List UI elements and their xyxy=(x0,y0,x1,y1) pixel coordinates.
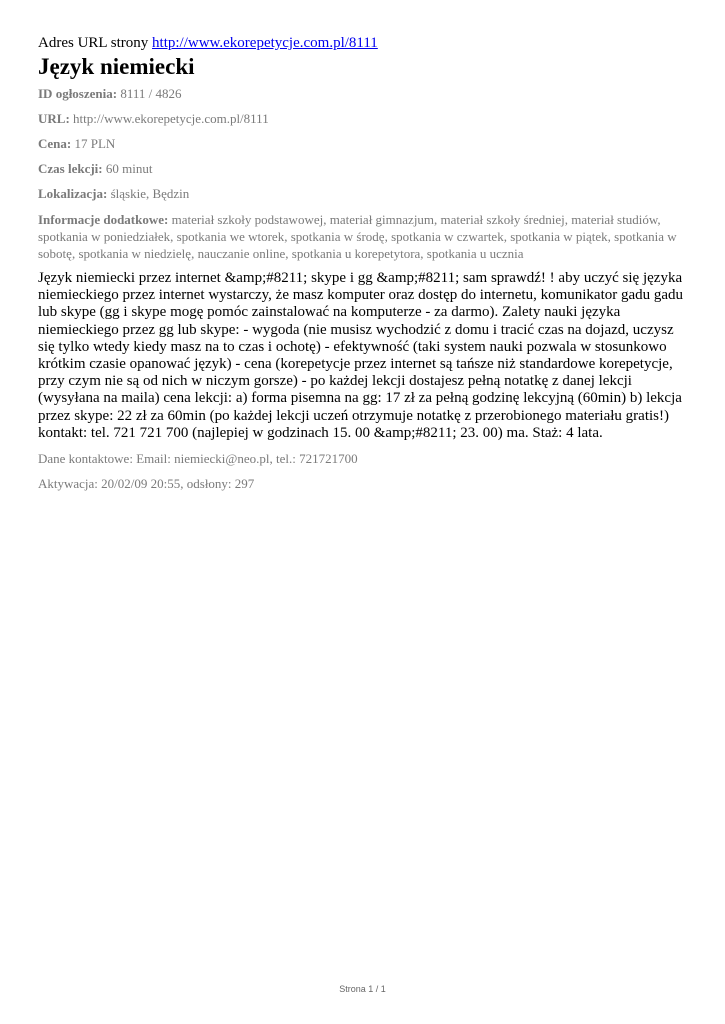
field-location xyxy=(38,186,688,202)
page-url-line xyxy=(38,34,688,52)
field-price-label: Cena: xyxy=(38,136,72,151)
url-prefix: Adres URL strony xyxy=(38,35,149,51)
page-title: Język niemiecki xyxy=(38,54,195,79)
field-url-label: URL: xyxy=(38,111,70,126)
field-location-value: śląskie, Będzin xyxy=(110,186,190,201)
page-url-link[interactable]: http://www.ekorepetycje.com.pl/8111 xyxy=(152,35,378,51)
activation-info: Aktywacja: 20/02/09 20:55, odsłony: 297 xyxy=(38,476,255,492)
field-duration-label: Czas lekcji: xyxy=(38,161,103,176)
field-id-value: 8111 / 4826 xyxy=(120,86,182,101)
field-info-label: Informacje dodatkowe: xyxy=(38,212,169,227)
field-url-value: http://www.ekorepetycje.com.pl/8111 xyxy=(73,111,269,126)
field-info xyxy=(38,211,688,262)
contact-info: Dane kontaktowe: Email: niemiecki@neo.pl, tel.: 721721700 xyxy=(38,451,358,467)
field-id-label: ID ogłoszenia: xyxy=(38,86,118,101)
document-page xyxy=(38,34,688,501)
field-price-value: 17 PLN xyxy=(74,136,116,151)
page-number-footer: Strona 1 / 1 xyxy=(339,984,386,994)
field-duration-value: 60 minut xyxy=(105,161,153,176)
description-text: Język niemiecki przez internet &amp;#8211; skype i gg &amp;#8211; sam sprawdź! ! aby uczyć się języka niemieckiego przez internet wystarczy, że masz komputer oraz dostęp do internetu, komunikator gadu gadu lub skype (gg i skype mogę pomóc zainstalować na komputerze - za darmo). Zalety nauki języka niemieckiego przez gg lub skype: - wygoda (nie musisz wychodzić z domu i tracić czas na dojazd, uczysz się tylko wtedy kiedy masz na to czas i ochotę) - efektywność (taki system nauki pozwala w stosunkowo krótkim czasie opanować język) - cena (korepetycje przez internet są tańsze niż standardowe korepetycje, przy czym nie są od nich w niczym gorsze) - po każdej lekcji dostajesz pełną notatkę z danej lekcji (wysyłana na maila) cena lekcji: a) forma pisemna na gg: 17 zł za pełną godzinę lekcyjną (60min) b) lekcja przez skype: 22 zł za 60min (po każdej lekcji uczeń otrzymuje notatkę z przerobionego materiału gratis!) kontakt: tel. 721 721 700 (najlepiej w godzinach 15. 00 &amp;#8211; 23. 00) ma. Staż: 4 lata. xyxy=(38,270,684,441)
field-id xyxy=(38,86,688,102)
field-duration xyxy=(38,161,688,177)
field-price xyxy=(38,136,688,152)
field-location-label: Lokalizacja: xyxy=(38,186,108,201)
field-url xyxy=(38,111,688,127)
field-info-value: materiał szkoły podstawowej, materiał gimnazjum, materiał szkoły średniej, materiał studiów, spotkania w poniedziałek, spotkania we wtorek, spotkania w środę, spotkania w czwartek, spotkania w piątek, spotkania w sobotę, spotkania w niedzielę, nauczanie online, spotkania u korepetytora, spotkania u ucznia xyxy=(38,212,677,261)
